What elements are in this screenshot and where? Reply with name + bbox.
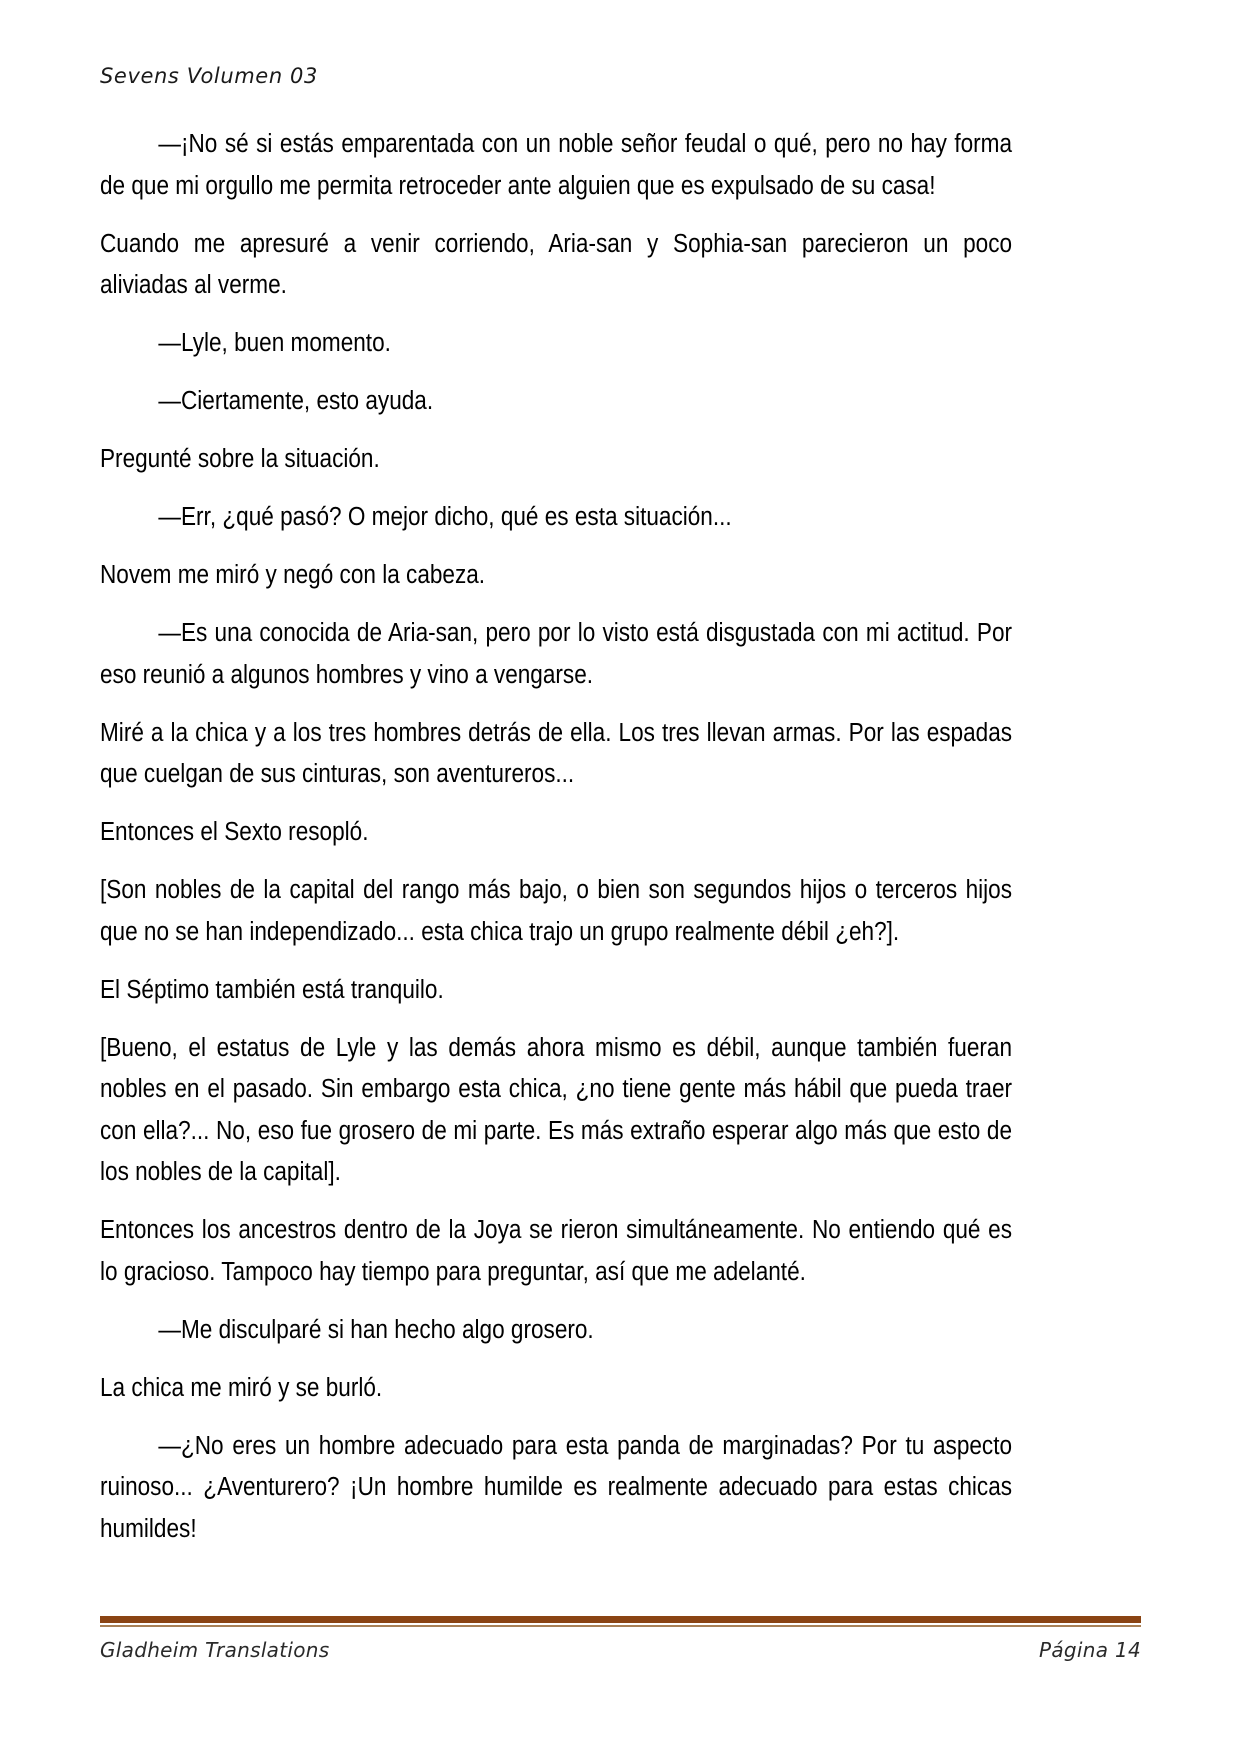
body-paragraph: Entonces los ancestros dentro de la Joya se rieron simultáneamente. No entiendo qué es lo gracioso. Tampoco hay tiempo para preguntar, así que me adelanté. bbox=[100, 1216, 1013, 1286]
body-paragraph: Pregunté sobre la situación. bbox=[100, 445, 380, 473]
body-text-column bbox=[100, 124, 1012, 1550]
body-paragraph: Cuando me apresuré a venir corriendo, Aria-san y Sophia-san parecieron un poco aliviadas al verme. bbox=[100, 229, 1013, 299]
header-book-title: Sevens Volumen 03 bbox=[100, 64, 318, 88]
body-paragraph: [Bueno, el estatus de Lyle y las demás ahora mismo es débil, aunque también fueran nobles en el pasado. Sin embargo esta chica, ¿no tiene gente más hábil que pueda traer con ella?... No, eso fue grosero de mi parte. Es más extraño esperar algo más que esto de los nobles de la capital]. bbox=[100, 1033, 1013, 1186]
body-paragraph: —Ciertamente, esto ayuda. bbox=[158, 387, 434, 415]
footer-rule-thin bbox=[100, 1625, 1141, 1627]
page-header bbox=[100, 64, 1141, 98]
footer-translator-credit: Gladheim Translations bbox=[100, 1638, 330, 1662]
body-paragraph: —¡No sé si estás emparentada con un noble señor feudal o qué, pero no hay forma de que mi orgullo me permita retroceder ante alguien que es expulsado de su casa! bbox=[100, 130, 1013, 200]
footer-divider-rule bbox=[100, 1616, 1141, 1627]
body-paragraph: [Son nobles de la capital del rango más bajo, o bien son segundos hijos o terceros hijos que no se han independizado... esta chica trajo un grupo realmente débil ¿eh?]. bbox=[100, 876, 1013, 946]
footer-page-number: Página 14 bbox=[1038, 1638, 1141, 1662]
body-paragraph: —Err, ¿qué pasó? O mejor dicho, qué es esta situación... bbox=[158, 503, 732, 531]
body-paragraph: Miré a la chica y a los tres hombres detrás de ella. Los tres llevan armas. Por las espadas que cuelgan de sus cinturas, son aventureros... bbox=[100, 718, 1013, 788]
body-paragraph: La chica me miró y se burló. bbox=[100, 1373, 383, 1402]
page-footer bbox=[100, 1616, 1141, 1662]
body-paragraph: El Séptimo también está tranquilo. bbox=[100, 975, 444, 1004]
footer-rule-thick bbox=[100, 1616, 1141, 1623]
body-paragraph: Novem me miró y negó con la cabeza. bbox=[100, 561, 486, 589]
body-paragraph: —Es una conocida de Aria-san, pero por lo visto está disgustada con mi actitud. Por eso reunió a algunos hombres y vino a vengarse. bbox=[100, 619, 1013, 689]
body-paragraph: —¿No eres un hombre adecuado para esta panda de marginadas? Por tu aspecto ruinoso... ¿Aventurero? ¡Un hombre humilde es realmente adecuado para estas chicas humildes! bbox=[100, 1431, 1013, 1543]
body-paragraph: —Lyle, buen momento. bbox=[158, 329, 391, 357]
body-paragraph: Entonces el Sexto resopló. bbox=[100, 818, 369, 846]
body-paragraph: —Me disculparé si han hecho algo grosero. bbox=[158, 1315, 594, 1344]
footer-row bbox=[100, 1638, 1141, 1662]
